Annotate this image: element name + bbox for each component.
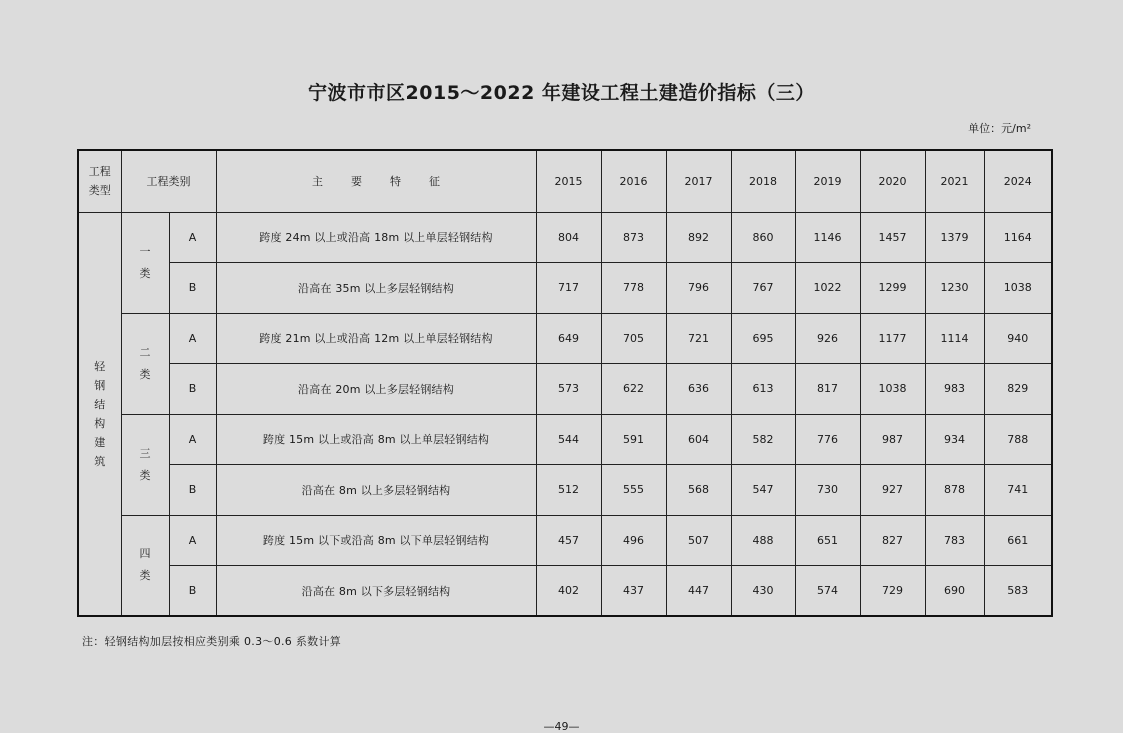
cost-value-cell: 778 bbox=[601, 263, 666, 314]
subclass-cell: B bbox=[169, 465, 216, 516]
cost-value-cell: 926 bbox=[795, 313, 860, 364]
subclass-cell: A bbox=[169, 515, 216, 566]
cost-value-cell: 568 bbox=[666, 465, 731, 516]
cost-value-cell: 741 bbox=[984, 465, 1052, 516]
subclass-cell: B bbox=[169, 566, 216, 617]
cost-value-cell: 695 bbox=[731, 313, 795, 364]
subclass-cell: A bbox=[169, 414, 216, 465]
cost-value-cell: 987 bbox=[860, 414, 925, 465]
header-year: 2024 bbox=[984, 150, 1052, 212]
feature-description-cell: 跨度 15m 以上或沿高 8m 以上单层轻钢结构 bbox=[216, 414, 536, 465]
header-year: 2016 bbox=[601, 150, 666, 212]
table-row bbox=[78, 465, 1052, 516]
building-type-cell: 轻 钢 结 构 建 筑 bbox=[78, 212, 121, 616]
cost-value-cell: 767 bbox=[731, 263, 795, 314]
header-category: 工程类别 bbox=[121, 150, 216, 212]
cost-value-cell: 613 bbox=[731, 364, 795, 415]
cost-value-cell: 1164 bbox=[984, 212, 1052, 263]
cost-value-cell: 507 bbox=[666, 515, 731, 566]
feature-description-cell: 沿高在 35m 以上多层轻钢结构 bbox=[216, 263, 536, 314]
cost-value-cell: 827 bbox=[860, 515, 925, 566]
cost-value-cell: 1022 bbox=[795, 263, 860, 314]
cost-value-cell: 512 bbox=[536, 465, 601, 516]
class-label-cell: 一 类 bbox=[121, 212, 169, 313]
header-row bbox=[78, 150, 1052, 212]
cost-value-cell: 574 bbox=[795, 566, 860, 617]
cost-value-cell: 892 bbox=[666, 212, 731, 263]
cost-value-cell: 1177 bbox=[860, 313, 925, 364]
cost-value-cell: 729 bbox=[860, 566, 925, 617]
cost-value-cell: 604 bbox=[666, 414, 731, 465]
cost-value-cell: 544 bbox=[536, 414, 601, 465]
cost-value-cell: 927 bbox=[860, 465, 925, 516]
cost-value-cell: 690 bbox=[925, 566, 984, 617]
cost-value-cell: 776 bbox=[795, 414, 860, 465]
cost-value-cell: 717 bbox=[536, 263, 601, 314]
cost-value-cell: 402 bbox=[536, 566, 601, 617]
cost-value-cell: 573 bbox=[536, 364, 601, 415]
header-year: 2019 bbox=[795, 150, 860, 212]
cost-value-cell: 788 bbox=[984, 414, 1052, 465]
cost-value-cell: 496 bbox=[601, 515, 666, 566]
feature-description-cell: 沿高在 8m 以上多层轻钢结构 bbox=[216, 465, 536, 516]
cost-value-cell: 873 bbox=[601, 212, 666, 263]
header-year: 2015 bbox=[536, 150, 601, 212]
header-year: 2017 bbox=[666, 150, 731, 212]
page-number: —49— bbox=[543, 720, 580, 733]
header-features: 主 要 特 征 bbox=[216, 150, 536, 212]
footnote: 注：轻钢结构加层按相应类别乘 0.3～0.6 系数计算 bbox=[82, 635, 342, 648]
cost-value-cell: 934 bbox=[925, 414, 984, 465]
cost-value-cell: 547 bbox=[731, 465, 795, 516]
cost-value-cell: 1114 bbox=[925, 313, 984, 364]
cost-value-cell: 447 bbox=[666, 566, 731, 617]
cost-value-cell: 649 bbox=[536, 313, 601, 364]
table-row bbox=[78, 515, 1052, 566]
cost-value-cell: 829 bbox=[984, 364, 1052, 415]
cost-value-cell: 622 bbox=[601, 364, 666, 415]
class-label-cell: 二 类 bbox=[121, 313, 169, 414]
cost-value-cell: 1457 bbox=[860, 212, 925, 263]
feature-description-cell: 沿高在 20m 以上多层轻钢结构 bbox=[216, 364, 536, 415]
cost-value-cell: 983 bbox=[925, 364, 984, 415]
cost-value-cell: 1230 bbox=[925, 263, 984, 314]
table-row bbox=[78, 313, 1052, 364]
cost-value-cell: 430 bbox=[731, 566, 795, 617]
class-label-cell: 三 类 bbox=[121, 414, 169, 515]
cost-index-table bbox=[77, 149, 1053, 617]
header-year: 2018 bbox=[731, 150, 795, 212]
cost-value-cell: 437 bbox=[601, 566, 666, 617]
subclass-cell: A bbox=[169, 313, 216, 364]
page-title: 宁波市市区2015～2022 年建设工程土建造价指标（三） bbox=[308, 82, 815, 104]
cost-value-cell: 583 bbox=[984, 566, 1052, 617]
cost-value-cell: 555 bbox=[601, 465, 666, 516]
cost-value-cell: 582 bbox=[731, 414, 795, 465]
table-row bbox=[78, 364, 1052, 415]
cost-value-cell: 636 bbox=[666, 364, 731, 415]
cost-value-cell: 1379 bbox=[925, 212, 984, 263]
table-row bbox=[78, 263, 1052, 314]
unit-label: 单位：元/m² bbox=[968, 122, 1031, 135]
header-project-type: 工程 类型 bbox=[78, 150, 121, 212]
subclass-cell: B bbox=[169, 263, 216, 314]
cost-value-cell: 705 bbox=[601, 313, 666, 364]
cost-value-cell: 721 bbox=[666, 313, 731, 364]
cost-value-cell: 651 bbox=[795, 515, 860, 566]
cost-value-cell: 817 bbox=[795, 364, 860, 415]
subclass-cell: A bbox=[169, 212, 216, 263]
cost-value-cell: 1038 bbox=[860, 364, 925, 415]
cost-value-cell: 1146 bbox=[795, 212, 860, 263]
class-label-cell: 四 类 bbox=[121, 515, 169, 616]
cost-value-cell: 591 bbox=[601, 414, 666, 465]
table-body bbox=[78, 212, 1052, 616]
cost-value-cell: 878 bbox=[925, 465, 984, 516]
feature-description-cell: 跨度 15m 以下或沿高 8m 以下单层轻钢结构 bbox=[216, 515, 536, 566]
cost-value-cell: 1038 bbox=[984, 263, 1052, 314]
table-row bbox=[78, 212, 1052, 263]
header-year: 2020 bbox=[860, 150, 925, 212]
cost-value-cell: 860 bbox=[731, 212, 795, 263]
cost-value-cell: 804 bbox=[536, 212, 601, 263]
feature-description-cell: 跨度 21m 以上或沿高 12m 以上单层轻钢结构 bbox=[216, 313, 536, 364]
cost-value-cell: 488 bbox=[731, 515, 795, 566]
cost-value-cell: 783 bbox=[925, 515, 984, 566]
cost-value-cell: 796 bbox=[666, 263, 731, 314]
table-row bbox=[78, 414, 1052, 465]
header-year: 2021 bbox=[925, 150, 984, 212]
cost-value-cell: 661 bbox=[984, 515, 1052, 566]
table-row bbox=[78, 566, 1052, 617]
cost-value-cell: 457 bbox=[536, 515, 601, 566]
cost-value-cell: 1299 bbox=[860, 263, 925, 314]
feature-description-cell: 沿高在 8m 以下多层轻钢结构 bbox=[216, 566, 536, 617]
cost-value-cell: 730 bbox=[795, 465, 860, 516]
subclass-cell: B bbox=[169, 364, 216, 415]
feature-description-cell: 跨度 24m 以上或沿高 18m 以上单层轻钢结构 bbox=[216, 212, 536, 263]
cost-value-cell: 940 bbox=[984, 313, 1052, 364]
